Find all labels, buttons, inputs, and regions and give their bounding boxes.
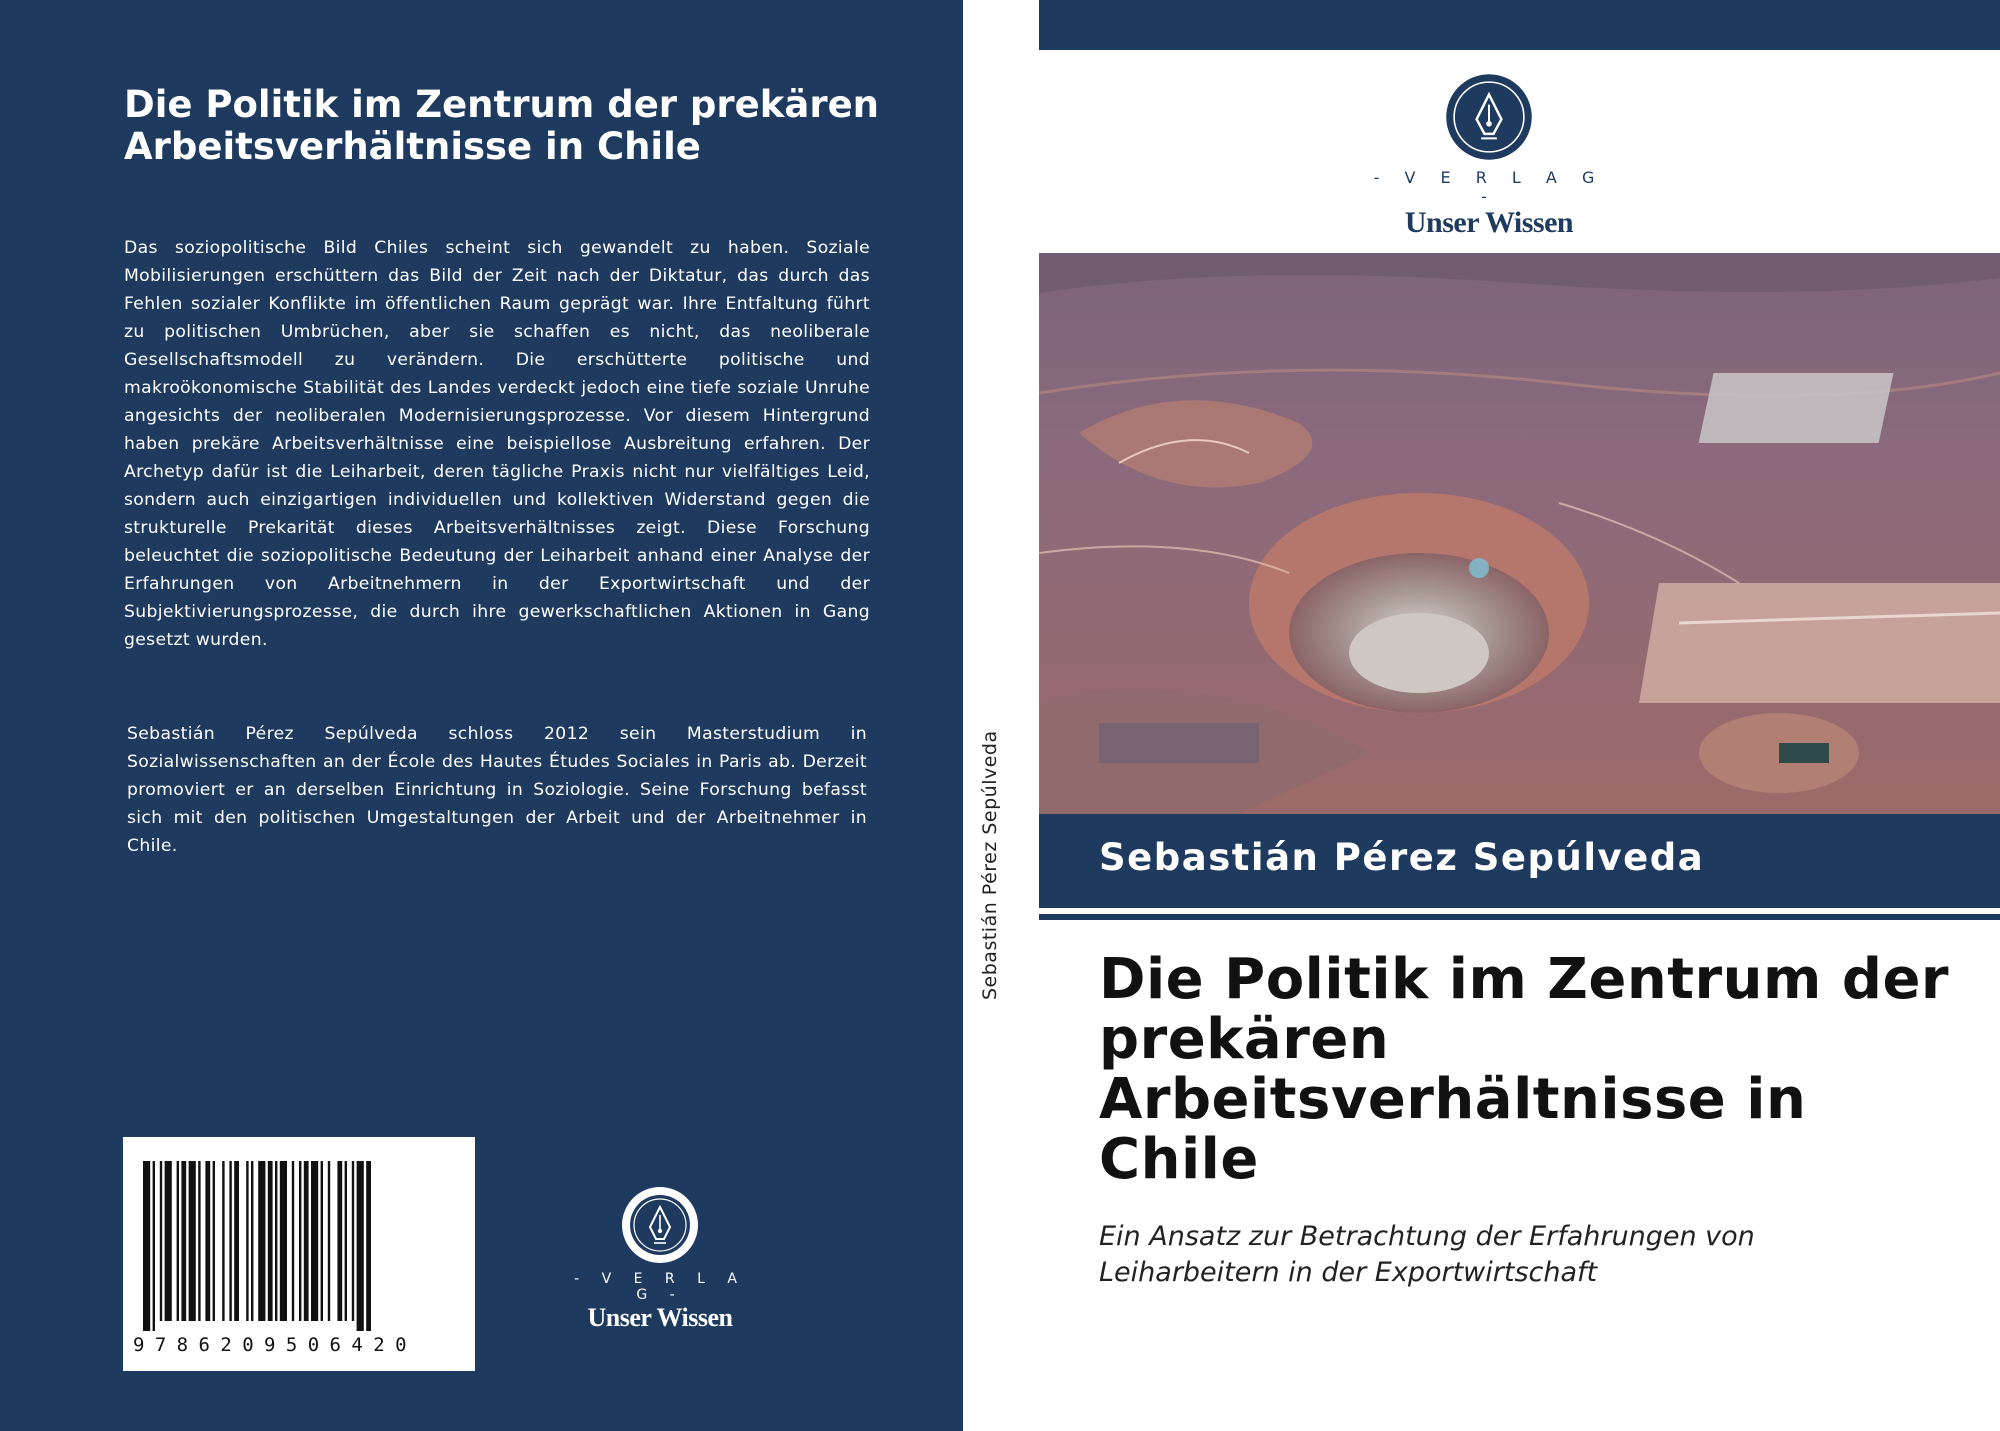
barcode-bar [246,1161,248,1321]
barcode-bar [258,1161,265,1321]
front-author-name: Sebastián Pérez Sepúlveda [1099,836,1705,879]
pen-nib-seal-icon [620,1185,700,1265]
barcode-bar [251,1161,253,1321]
author-bio: Sebastián Pérez Sepúlveda schloss 2012 sein Masterstudium in Sozialwissenschaften an der École des Hautes Études Sociales in Paris ab. Derzeit promoviert er an derselben Einrichtung in Soziologie. Seine Forschung befasst sich mit den politischen Umgestaltungen der Arbeit und der Arbeitnehmer in Chile. [127,724,867,856]
front-cover-subtitle: Ein Ansatz zur Betrachtung der Erfahrungen von Leiharbeitern in der Exportwirtschaft [1099,1221,1755,1288]
barcode-bar [165,1161,172,1321]
barcode-bar [299,1161,301,1321]
pen-nib-seal-icon [1444,72,1534,162]
barcode-bar [213,1161,215,1321]
barcode-bar [160,1161,162,1321]
barcode-bar [304,1161,309,1321]
barcode-bar [328,1161,330,1321]
barcode-bar [357,1161,364,1331]
back-cover-title: Die Politik im Zentrum der prekären Arbeitsverhältnisse in Chile [124,83,880,168]
barcode-bar [234,1161,239,1321]
barcode-bar [311,1161,318,1321]
divider-rule [1039,914,2000,920]
spine-author: Sebastián Pérez Sepúlveda [979,730,1001,1000]
barcode-bar [337,1161,342,1321]
front-cover [1039,0,2000,1431]
author-band [1039,814,2000,908]
barcode-bar [345,1161,347,1321]
isbn-digits: 9786209506420 [133,1334,417,1356]
barcode-bars [143,1161,455,1331]
barcode-bar [268,1161,273,1321]
barcode-bar [222,1161,224,1321]
back-cover-blurb: Das soziopolitische Bild Chiles scheint sich gewandelt zu haben. Soziale Mobilisierungen erschüttern das Bild der Zeit nach der Diktatur, das durch das Fehlen sozialer Konflikte im öffentlichen Raum geprägt war. Ihre Entfaltung führt zu politischen Umbrüchen, aber sie schaffen es nicht, das neoliberale Gesellschaftsmodell zu verändern. Die erschütterte politische und makroökonomische Stabilität des Landes verdeckt jedoch eine tiefe soziale Unruhe angesichts der neoliberalen Modernisierungsprozesse. Vor diesem Hintergrund haben prekäre Arbeitsverhältnisse eine beispiellose Ausbreitung erfahren. Der Archetyp dafür ist die Leiharbeit, deren tägliche Praxis nicht nur vielfältiges Leid, sondern auch einzigartigen individuellen und kollektiven Widerstand gegen die strukturelle Prekarität dieses Arbeitsverhältnisses zeigt. Diese Forschung beleuchtet die soziopolitische Bedeutung der Leiharbeit anhand einer Analyse der Erfahrungen von Arbeitnehmern in der Exportwirtschaft und der Subjektivierungsprozesse, die durch ihre gewerkschaftlichen Aktionen in Gang gesetzt wurden. [124,238,870,650]
aerial-open-pit-mine-photo [1039,253,2000,814]
isbn-barcode [123,1137,475,1371]
barcode-bar [275,1161,277,1321]
publisher-tag: - V E R L A G - [1373,168,1605,206]
barcode-bar [177,1161,179,1321]
barcode-bar [198,1161,200,1321]
barcode-bar [181,1161,186,1321]
publisher-name: Unser Wissen [587,1303,733,1332]
barcode-bar [205,1161,210,1321]
barcode-bar [280,1161,287,1321]
barcode-bar [321,1161,323,1321]
barcode-bar [229,1161,231,1321]
publisher-name: Unser Wissen [1404,206,1574,239]
front-cover-title: Die Politik im Zentrum der prekären Arbeitsverhältnisse in Chile [1099,947,1950,1192]
publisher-tag: - V E R L A G - [574,1271,746,1303]
back-publisher-logo [560,1185,760,1333]
barcode-bar [143,1161,150,1331]
back-cover [0,0,963,1431]
barcode-bar [153,1161,155,1331]
front-top-bar [1039,0,2000,50]
barcode-bar [292,1161,294,1321]
front-publisher-logo [1369,72,1609,240]
barcode-bar [366,1161,371,1331]
barcode-bar [352,1161,354,1321]
barcode-bar [189,1161,196,1321]
